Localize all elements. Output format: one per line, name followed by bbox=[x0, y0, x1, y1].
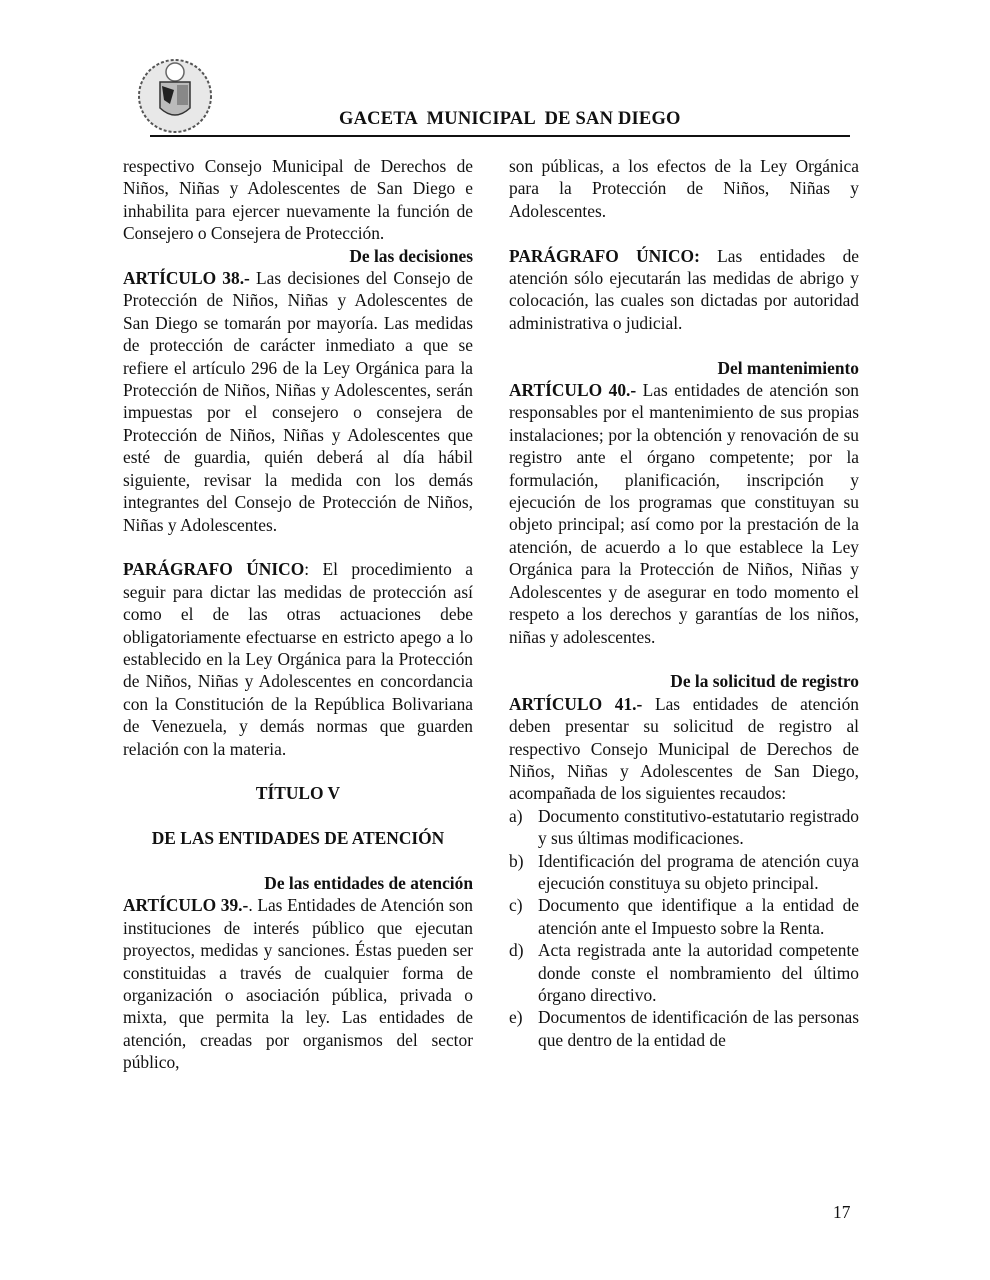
list-marker: d) bbox=[509, 940, 524, 961]
paragraph: son públicas, a los efectos de la Ley Orgánica para la Protección de Niños, Niñas y Adolescentes. bbox=[509, 156, 859, 221]
list-item bbox=[509, 894, 859, 939]
list-item bbox=[509, 850, 859, 895]
article-text: Las decisiones del Consejo de Protección de Niños, Niñas y Adolescentes de San Diego se tomarán por mayoría. Las medidas de protección de carácter inmediato a que se refiere el artículo 296 de la Ley Orgánica para la Protección de Niños, Niñas y Adolescentes, serán impuestas por el consejero o consejera de Protección de Niños, Niñas y Adolescentes que esté de guardia, quién deberá al día hábil siguiente, revisar la medida con los demás integrantes del Consejo de Protección de Niños, Niñas y Adolescentes. bbox=[123, 268, 474, 535]
article-40 bbox=[509, 379, 859, 648]
list-item bbox=[509, 1006, 859, 1051]
list-marker: e) bbox=[509, 1007, 523, 1028]
section-heading: De las decisiones bbox=[349, 245, 473, 266]
list-item bbox=[509, 805, 859, 850]
title-heading: TÍTULO V bbox=[255, 783, 341, 804]
article-label: ARTÍCULO 39.- bbox=[123, 895, 249, 916]
list-text: Documento que identifique a la entidad de atención ante el Impuesto sobre la Renta. bbox=[538, 895, 859, 938]
paragrafo-unico bbox=[509, 245, 859, 335]
list-text: Documento constitutivo-estatutario registrado y sus últimas modificaciones. bbox=[538, 805, 859, 849]
section-heading: De las entidades de atención bbox=[264, 872, 473, 893]
list-marker: c) bbox=[509, 895, 523, 916]
paragraph: respectivo Consejo Municipal de Derechos de Niños, Niñas y Adolescentes de San Diego e inhabilita para ejercer nuevamente la función de Consejero o Consejera de Protección. bbox=[123, 156, 473, 244]
page-title: GACETA MUNICIPAL DE SAN DIEGO bbox=[339, 109, 681, 129]
paragrafo-text: Las entidades de atención sólo ejecutarán las medidas de abrigo y colocación, las cuales son dictadas por autoridad administrativa o judicial. bbox=[509, 245, 859, 333]
list-marker: a) bbox=[509, 805, 523, 826]
article-38 bbox=[123, 267, 473, 536]
list-text: Documentos de identificación de las personas que dentro de la entidad de bbox=[538, 1007, 859, 1050]
article-label: ARTÍCULO 41.- bbox=[509, 693, 643, 714]
municipal-coat-of-arms-logo bbox=[136, 56, 214, 136]
section-heading: De la solicitud de registro bbox=[670, 671, 859, 692]
right-column bbox=[509, 155, 859, 1051]
paragrafo-unico bbox=[123, 558, 473, 760]
article-label: ARTÍCULO 40.- bbox=[509, 380, 637, 401]
paragrafo-label: PARÁGRAFO ÚNICO bbox=[123, 559, 305, 580]
paragrafo-text: : El procedimiento a seguir para dictar las medidas de protección así como el de las otras actuaciones debe obligatoriamente efectuarse en estricto apego a lo establecido en la Ley Orgánica para la Protección de Niños, Niñas y Adolescentes en concordancia con la Constitución de la República Bolivariana de Venezuela, y demás normas que guarden relación con la materia. bbox=[123, 559, 473, 759]
article-text: Las entidades de atención deben presentar su solicitud de registro al respectivo Consejo Municipal de Derechos de Niños, Niñas y Adolescentes de San Diego, acompañada de los siguientes recaudos: bbox=[509, 693, 859, 804]
article-text: . Las Entidades de Atención son instituciones de interés público que ejecutan proyectos, medidas y sanciones. Éstas pueden ser constituidas a través de cualquier forma de organización o asociación pública, privada o mixta, que permita la ley. Las entidades de atención, creadas por organismos del sector público, bbox=[123, 895, 473, 1073]
article-39 bbox=[123, 894, 473, 1073]
paragrafo-label: PARÁGRAFO ÚNICO: bbox=[509, 245, 700, 266]
list-text: Acta registrada ante la autoridad competente donde conste el nombramiento del último órgano directivo. bbox=[538, 940, 859, 1005]
header-divider bbox=[150, 135, 850, 137]
list-marker: b) bbox=[509, 850, 524, 871]
section-heading: Del mantenimiento bbox=[717, 357, 859, 378]
list-text: Identificación del programa de atención cuya ejecución constituya su objeto principal. bbox=[538, 850, 859, 893]
article-text: Las entidades de atención son responsables por el mantenimiento de sus propias instalaciones; por la obtención y renovación de su registro ante el órgano competente; por la formulación, planificación, inscripción y ejecución de los programas que constituyan su objeto principal; así como por la prestación de la atención, de acuerdo a lo que establece la Ley Orgánica para la Protección de Niños, Niñas y Adolescentes y de asegurar en todo momento el respeto a los derechos y garantías de los niños, niñas y adolescentes. bbox=[509, 380, 860, 647]
article-label: ARTÍCULO 38.- bbox=[123, 268, 250, 289]
list-item bbox=[509, 939, 859, 1006]
title-subheading: DE LAS ENTIDADES DE ATENCIÓN bbox=[151, 828, 445, 849]
left-column bbox=[123, 155, 473, 1074]
article-41 bbox=[509, 693, 859, 805]
page-number: 17 bbox=[833, 1202, 851, 1222]
